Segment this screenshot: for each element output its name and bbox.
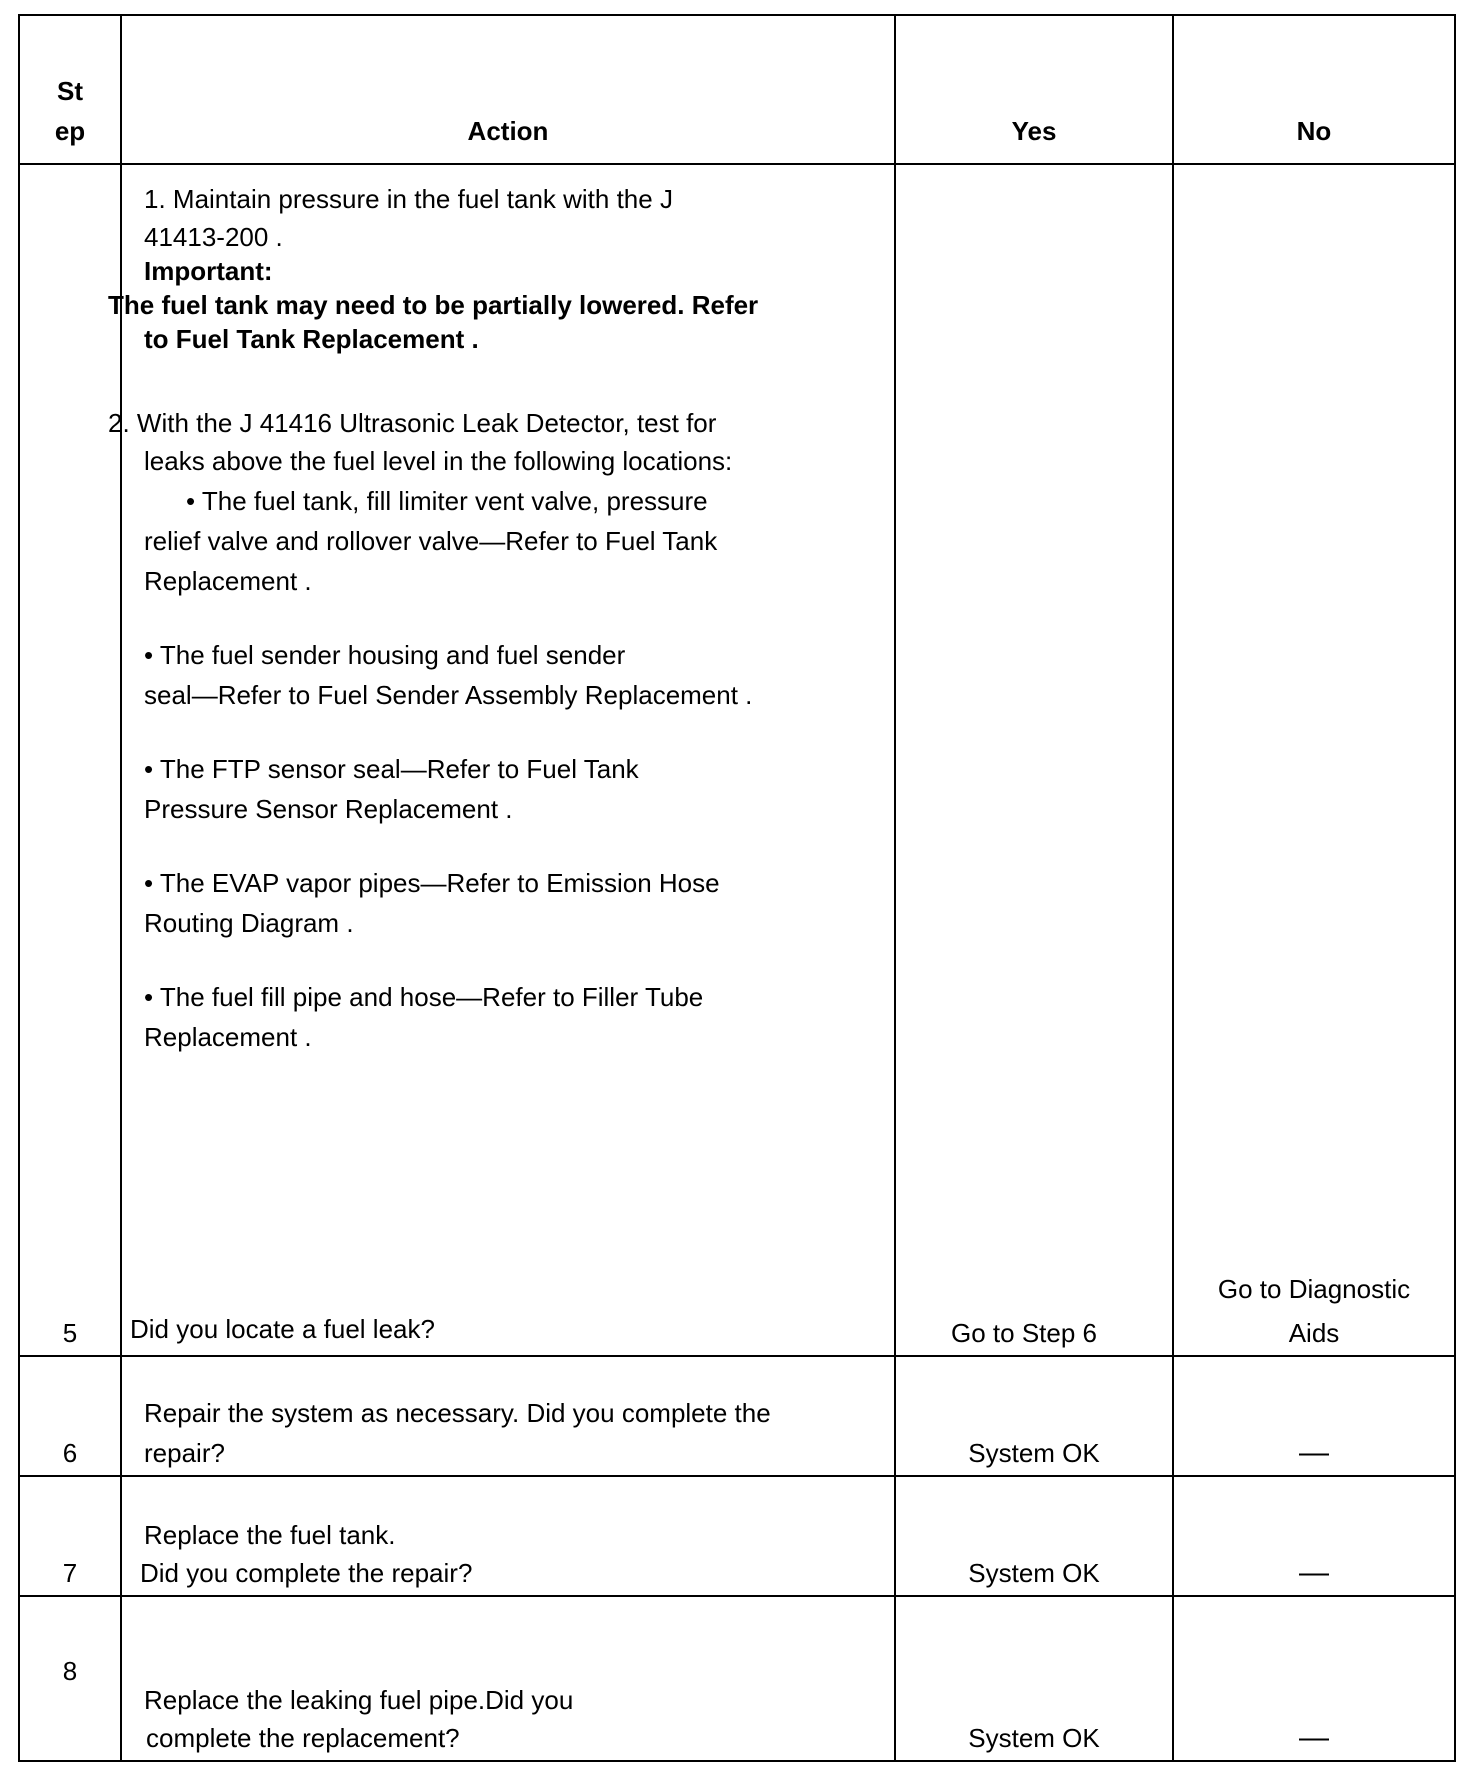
action-text: leaks above the fuel level in the following locations: xyxy=(144,446,733,476)
header-action: Action xyxy=(121,15,895,164)
no-text: Go to Diagnostic xyxy=(1217,1274,1411,1304)
step-number: 5 xyxy=(19,164,121,1356)
bullet-text: • The FTP sensor seal—Refer to Fuel Tank xyxy=(144,754,639,784)
no-text: — xyxy=(1173,1476,1455,1596)
action-text: 2. With the J 41416 Ultrasonic Leak Detector, test for xyxy=(108,408,717,438)
header-yes: Yes xyxy=(895,15,1173,164)
diagnostic-table xyxy=(18,14,1456,1762)
action-text: Replace the fuel tank. xyxy=(144,1520,396,1550)
header-step: St ep xyxy=(19,15,121,164)
no-cell xyxy=(1173,164,1455,1356)
important-text: to Fuel Tank Replacement . xyxy=(144,324,479,354)
no-text: — xyxy=(1173,1356,1455,1476)
action-cell xyxy=(121,1356,895,1476)
no-text: Aids xyxy=(1288,1318,1340,1348)
header-no: No xyxy=(1173,15,1455,164)
action-cell xyxy=(108,164,895,1356)
bullet-text: Routing Diagram . xyxy=(144,908,354,938)
bullet-text: • The fuel tank, fill limiter vent valve, pressure xyxy=(186,486,708,516)
yes-text: Go to Step 6 xyxy=(951,1318,1097,1348)
bullet-text: • The fuel fill pipe and hose—Refer to Filler Tube xyxy=(144,982,704,1012)
step-number: 8 xyxy=(19,1596,121,1761)
table-row xyxy=(19,164,1455,1356)
bullet-text: seal—Refer to Fuel Sender Assembly Replacement . xyxy=(144,680,753,710)
bullet-text: • The fuel sender housing and fuel sender xyxy=(144,640,626,670)
yes-text: System OK xyxy=(895,1476,1173,1596)
yes-cell xyxy=(895,164,1173,1356)
action-text: Replace the leaking fuel pipe.Did you xyxy=(144,1685,574,1715)
no-text: — xyxy=(1173,1596,1455,1761)
action-text: Did you complete the repair? xyxy=(140,1558,473,1588)
step-number: 6 xyxy=(19,1356,121,1476)
table-row xyxy=(19,1596,1455,1761)
yes-text: System OK xyxy=(895,1356,1173,1476)
header-row xyxy=(19,15,1455,164)
action-text: repair? xyxy=(144,1438,225,1468)
important-label: Important: xyxy=(144,256,273,286)
action-cell xyxy=(121,1596,895,1761)
action-text: Repair the system as necessary. Did you complete the xyxy=(144,1398,771,1428)
step-number: 7 xyxy=(19,1476,121,1596)
bullet-text: Replacement . xyxy=(144,566,312,596)
action-cell xyxy=(121,1476,895,1596)
table-row xyxy=(19,1356,1455,1476)
bullet-text: • The EVAP vapor pipes—Refer to Emission Hose xyxy=(144,868,720,898)
action-text: complete the replacement? xyxy=(146,1723,460,1753)
bullet-text: Replacement . xyxy=(144,1022,312,1052)
important-text: The fuel tank may need to be partially lowered. Refer xyxy=(108,290,759,320)
action-text: 1. Maintain pressure in the fuel tank with the J xyxy=(144,184,673,214)
action-text: 41413-200 . xyxy=(144,222,283,252)
bullet-text: relief valve and rollover valve—Refer to Fuel Tank xyxy=(144,526,718,556)
table-row xyxy=(19,1476,1455,1596)
question-text: Did you locate a fuel leak? xyxy=(130,1314,435,1344)
yes-text: System OK xyxy=(895,1596,1173,1761)
bullet-text: Pressure Sensor Replacement . xyxy=(144,794,513,824)
